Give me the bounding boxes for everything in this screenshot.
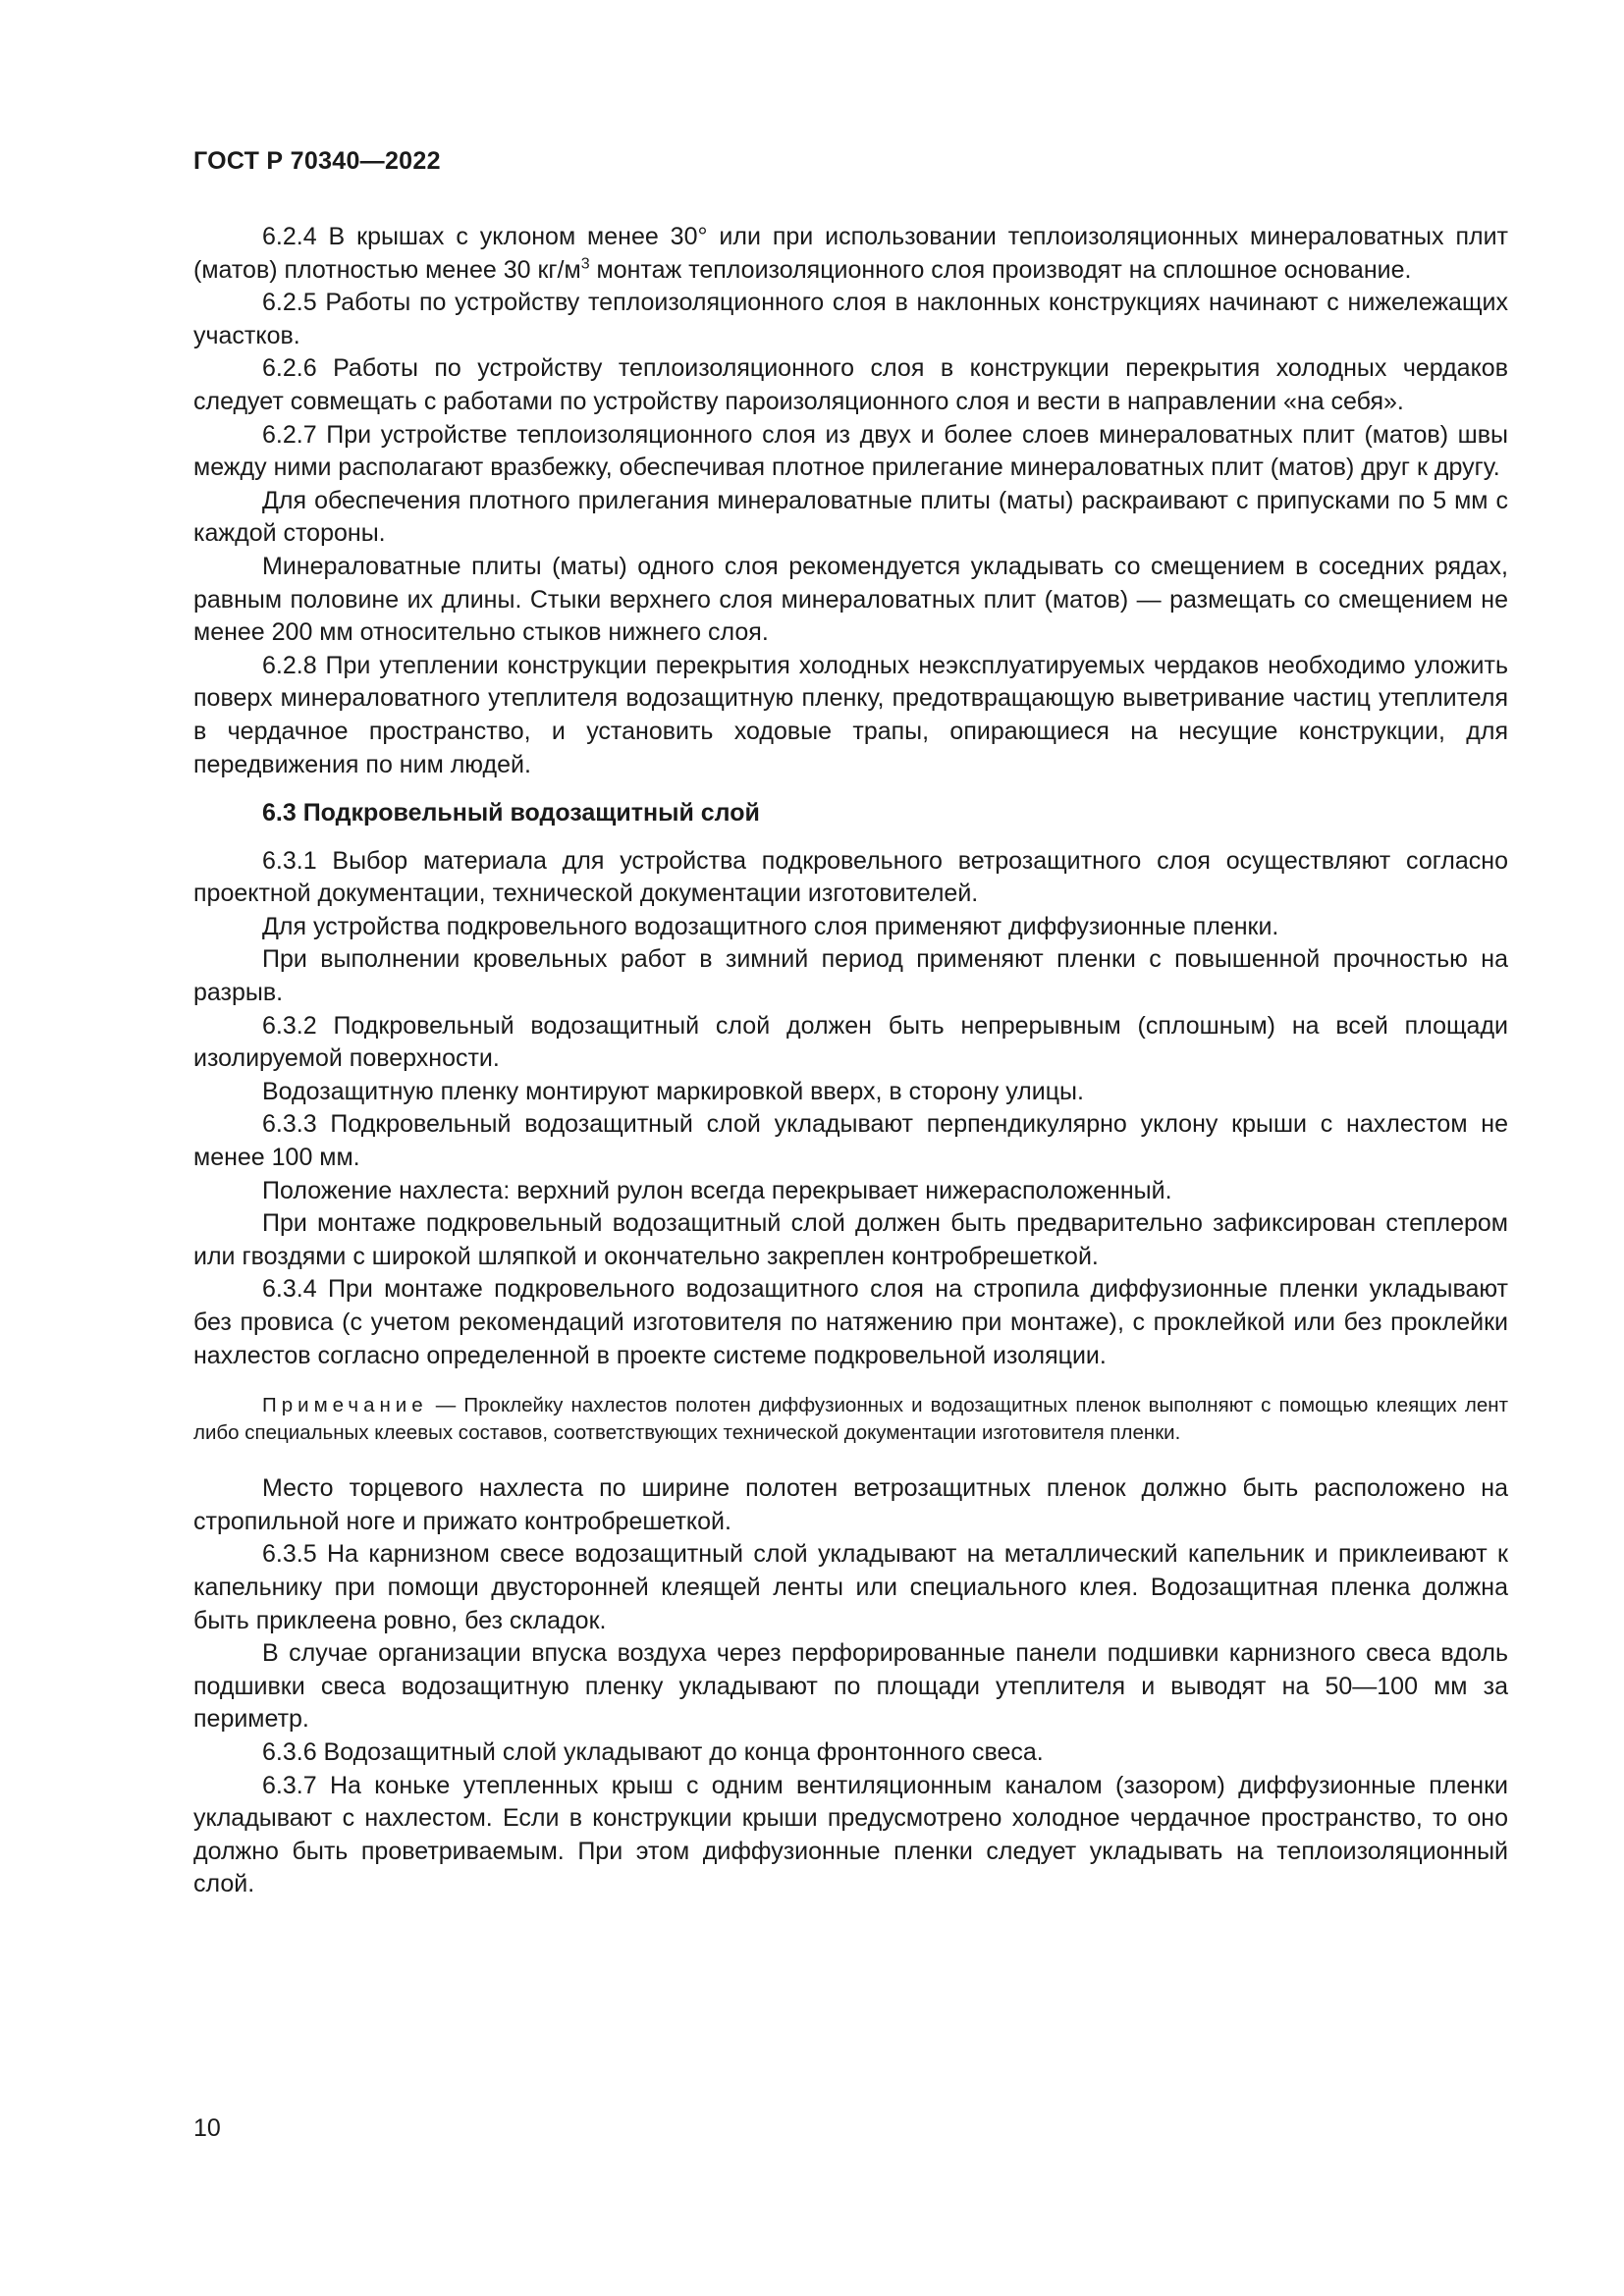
clause-6-2-5: 6.2.5 Работы по устройству теплоизоляционного слоя в наклонных конструкциях начинают с нижележащих участков. <box>193 289 1508 349</box>
note <box>193 1392 1508 1447</box>
page-number: 10 <box>193 2114 221 2142</box>
paragraph: Для устройства подкровельного водозащитного слоя применяют диффузионные пленки. <box>262 912 1279 940</box>
paragraph: Минераловатные плиты (маты) одного слоя рекомендуется укладывать со смещением в соседних рядах, равным половине их длины. Стыки верхнего слоя минераловатных плит (матов) — размещать со смещением не менее 200 мм относительно стыков нижнего слоя. <box>193 552 1508 647</box>
standard-header: ГОСТ Р 70340—2022 <box>193 147 441 175</box>
paragraph: В случае организации впуска воздуха через перфорированные панели подшивки карнизного свеса вдоль подшивки свеса водозащитную пленку укладывают по площади утеплителя и выводят на 50—100 мм за периметр. <box>193 1639 1508 1734</box>
clause-6-3-2: 6.3.2 Подкровельный водозащитный слой должен быть непрерывным (сплошным) на всей площади изолируемой поверхности. <box>193 1011 1508 1073</box>
clause-6-2-8: 6.2.8 При утеплении конструкции перекрытия холодных неэксплуатируемых чердаков необходимо уложить поверх минераловатного утеплителя водозащитную пленку, предотвращающую выветривание частиц утеплителя в чердачное пространство, и установить ходовые трапы, опирающиеся на несущие конструкции, для передвижения по ним людей. <box>193 651 1508 778</box>
clause-6-2-6: 6.2.6 Работы по устройству теплоизоляционного слоя в конструкции перекрытия холодных чердаков следует совмещать с работами по устройству пароизоляционного слоя и вести в направлении «на себя». <box>193 354 1508 415</box>
section-heading-6-3: 6.3 Подкровельный водозащитный слой <box>262 799 760 828</box>
note-text: — Проклейку нахлестов полотен диффузионных и водозащитных пленок выполняют с помощью клеящих лент либо специальных клеевых составов, соответствующих технической документации изготовителя пленки. <box>193 1394 1508 1445</box>
clause-6-3-5: 6.3.5 На карнизном свесе водозащитный слой укладывают на металлический капельник и приклеивают к капельнику при помощи двусторонней клеящей ленты или специального клея. Водозащитная пленка должна быть приклеена ровно, без складок. <box>193 1540 1508 1634</box>
paragraph: Для обеспечения плотного прилегания минераловатные плиты (маты) раскраивают с припусками по 5 мм с каждой стороны. <box>193 486 1508 548</box>
paragraph: Место торцевого нахлеста по ширине полотен ветрозащитных пленок должно быть расположено на стропильной ноге и прижато контробрешеткой. <box>193 1474 1508 1535</box>
clause-6-2-4: 6.2.4 В крышах с уклоном менее 30° или при использовании теплоизоляционных минераловатных плит (матов) плотностью менее 30 $кг/м^3$ монтаж теплоизоляционного слоя производят на сплошное основание. <box>193 223 1508 284</box>
clause-6-3-1: 6.3.1 Выбор материала для устройства подкровельного ветрозащитного слоя осуществляют согласно проектной документации, технической документации изготовителей. <box>193 846 1508 908</box>
document-body <box>193 221 1508 1901</box>
clause-6-3-4: 6.3.4 При монтаже подкровельного водозащитного слоя на стропила диффузионные пленки укладывают без провиса (с учетом рекомендаций изготовителя по натяжению при монтаже), с проклейкой или без проклейки нахлестов согласно определенной в проекте системе подкровельной изоляции. <box>193 1275 1508 1369</box>
paragraph: Водозащитную пленку монтируют маркировкой вверх, в сторону улицы. <box>262 1077 1084 1105</box>
clause-6-3-3: 6.3.3 Подкровельный водозащитный слой укладывают перпендикулярно уклону крыши с нахлестом не менее 100 мм. <box>193 1110 1508 1172</box>
clause-6-3-6: 6.3.6 Водозащитный слой укладывают до конца фронтонного свеса. <box>262 1737 1044 1766</box>
paragraph: Положение нахлеста: верхний рулон всегда перекрывает нижерасположенный. <box>262 1176 1172 1204</box>
note-label: Примечание <box>262 1394 428 1417</box>
paragraph: При выполнении кровельных работ в зимний период применяют пленки с повышенной прочностью на разрыв. <box>193 945 1508 1007</box>
paragraph: При монтаже подкровельный водозащитный слой должен быть предварительно зафиксирован степлером или гвоздями с широкой шляпкой и окончательно закреплен контробрешеткой. <box>193 1209 1508 1270</box>
clause-6-3-7: 6.3.7 На коньке утепленных крыш с одним вентиляционным каналом (зазором) диффузионные пленки укладывают с нахлестом. Если в конструкции крыши предусмотрено холодное чердачное пространство, то оно должно быть проветриваемым. При этом диффузионные пленки следует укладывать на теплоизоляционный слой. <box>193 1771 1508 1898</box>
clause-6-2-7: 6.2.7 При устройстве теплоизоляционного слоя из двух и более слоев минераловатных плит (матов) швы между ними располагают вразбежку, обеспечивая плотное прилегание минераловатных плит (матов) друг к другу. <box>193 420 1508 482</box>
